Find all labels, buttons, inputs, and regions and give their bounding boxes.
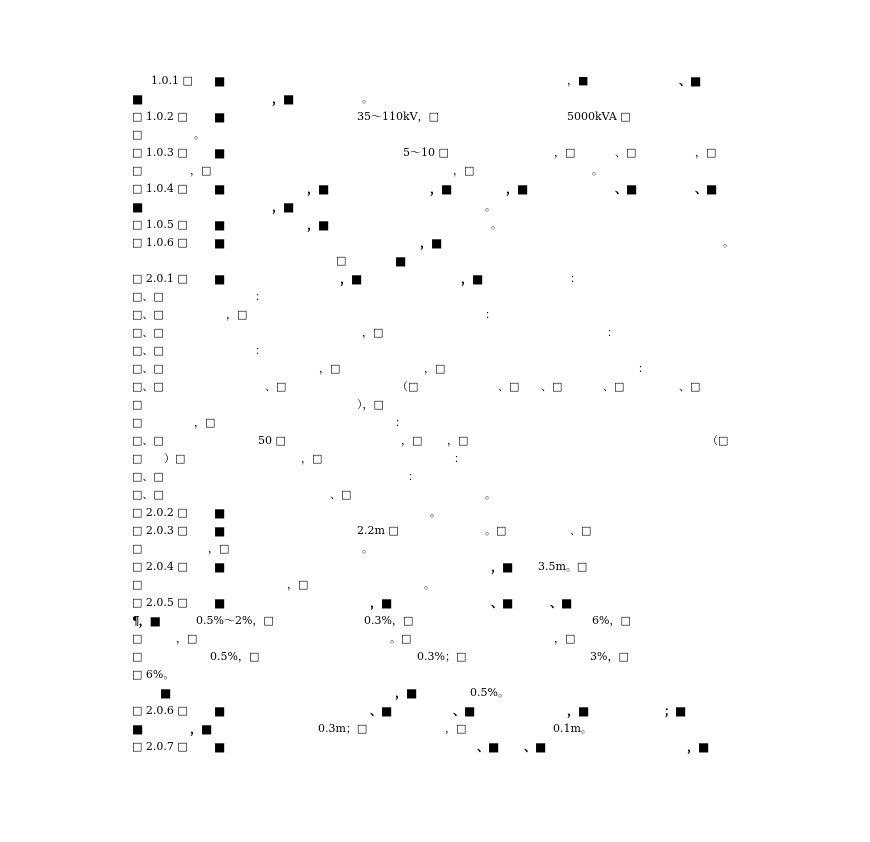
text-line — [0, 738, 870, 756]
heading-fragment: ，■ — [272, 92, 294, 106]
heading-fragment: ■ — [214, 218, 225, 232]
heading-fragment: ■ — [214, 236, 225, 250]
heading-fragment: ■ — [214, 506, 225, 520]
heading-fragment: ■ — [214, 740, 225, 754]
text-fragment: 5～10 □ — [403, 146, 449, 159]
heading-fragment: 、■ — [615, 182, 637, 196]
text-fragment: 。 — [485, 488, 496, 501]
heading-fragment: ，■ — [567, 704, 589, 718]
text-fragment: □ 2.0.3 □ — [132, 524, 188, 537]
heading-fragment: ■ — [214, 524, 225, 538]
text-fragment: □、□ — [132, 344, 164, 357]
text-fragment: ： — [255, 344, 266, 357]
text-fragment: ，□ — [319, 362, 341, 375]
text-fragment: 2.2m □ — [357, 524, 399, 537]
text-fragment: ： — [408, 470, 419, 483]
text-fragment: ： — [454, 452, 465, 465]
heading-fragment: ，■ — [420, 236, 442, 250]
text-fragment: 0.3%；□ — [417, 650, 467, 663]
text-fragment: □ — [132, 164, 143, 177]
text-fragment: □ — [132, 452, 143, 465]
text-fragment: 50 □ — [258, 434, 286, 447]
text-fragment: 0.5%。 — [470, 686, 509, 699]
text-fragment: 。□ — [390, 632, 412, 645]
text-fragment: ，□ — [194, 416, 216, 429]
heading-fragment: 、■ — [491, 596, 513, 610]
text-fragment: □、□ — [132, 362, 164, 375]
text-fragment: ，□ — [208, 542, 230, 555]
text-line — [0, 684, 870, 702]
heading-fragment: ，■ — [370, 596, 392, 610]
text-line — [0, 270, 870, 288]
text-fragment: 0.3m；□ — [318, 722, 368, 735]
text-line — [0, 162, 870, 180]
heading-fragment: ，■ — [340, 272, 362, 286]
text-line — [0, 594, 870, 612]
text-fragment: ，□ — [445, 722, 467, 735]
text-fragment: 、□ — [330, 488, 352, 501]
text-fragment: ，□ — [424, 362, 446, 375]
text-fragment: ），□ — [357, 398, 384, 411]
text-fragment: 。 — [362, 92, 373, 105]
heading-fragment: ，■ — [307, 182, 329, 196]
text-line — [0, 576, 870, 594]
text-fragment: 。 — [491, 218, 502, 231]
text-fragment: ，□ — [287, 578, 309, 591]
text-fragment: □ 2.0.2 □ — [132, 506, 188, 519]
text-fragment: □ 1.0.3 □ — [132, 146, 188, 159]
text-fragment: □、□ — [132, 308, 164, 321]
text-fragment: □ 2.0.4 □ — [132, 560, 188, 573]
text-fragment: 。 — [362, 542, 373, 555]
text-fragment: □ 1.0.4 □ — [132, 182, 188, 195]
text-line — [0, 324, 870, 342]
text-line — [0, 252, 870, 270]
text-fragment: 、□ — [603, 380, 625, 393]
text-fragment: ： — [395, 416, 406, 429]
text-fragment: 。 — [194, 128, 205, 141]
heading-fragment: 、■ — [524, 740, 546, 754]
text-line — [0, 306, 870, 324]
text-fragment: □ 2.0.5 □ — [132, 596, 188, 609]
text-fragment: □ 2.0.7 □ — [132, 740, 188, 753]
text-line — [0, 630, 870, 648]
text-line — [0, 558, 870, 576]
heading-fragment: ，■ — [272, 200, 294, 214]
heading-fragment: ■ — [132, 722, 143, 736]
text-fragment: □、□ — [132, 488, 164, 501]
text-line — [0, 414, 870, 432]
text-fragment: 、□ — [615, 146, 637, 159]
text-line — [0, 216, 870, 234]
text-fragment: 1.0.1 □ — [151, 74, 193, 87]
text-line — [0, 342, 870, 360]
heading-fragment: ■ — [395, 254, 406, 268]
text-fragment: □、□ — [132, 290, 164, 303]
text-line — [0, 648, 870, 666]
heading-fragment: ；■ — [664, 704, 686, 718]
text-fragment: 。□ — [485, 524, 507, 537]
text-fragment: □ — [132, 632, 143, 645]
text-fragment: □ — [132, 650, 143, 663]
text-line — [0, 540, 870, 558]
text-fragment: ）□ — [164, 452, 186, 465]
heading-fragment: ■ — [214, 74, 225, 88]
heading-fragment: ■ — [132, 92, 143, 106]
text-fragment: 0.1m。 — [553, 722, 592, 735]
heading-fragment: ，■ — [687, 740, 709, 754]
text-fragment: 35～110kV，□ — [357, 110, 439, 123]
text-fragment: 、□ — [541, 380, 563, 393]
text-fragment: 。 — [485, 200, 496, 213]
text-fragment: （□ — [397, 380, 419, 393]
text-line — [0, 126, 870, 144]
text-fragment: 、□ — [265, 380, 287, 393]
heading-fragment: ，■ — [395, 686, 417, 700]
text-line — [0, 450, 870, 468]
text-fragment: □ 2.0.6 □ — [132, 704, 188, 717]
text-fragment: □ 6%。 — [132, 668, 175, 681]
text-line — [0, 108, 870, 126]
heading-fragment: ■ — [214, 560, 225, 574]
heading-fragment: ■ — [214, 596, 225, 610]
text-fragment: ： — [255, 290, 266, 303]
heading-fragment: 、■ — [679, 74, 701, 88]
heading-fragment: 、■ — [453, 704, 475, 718]
heading-fragment: ■ — [214, 272, 225, 286]
heading-fragment: ■ — [214, 182, 225, 196]
text-fragment: ： — [607, 326, 618, 339]
text-line — [0, 612, 870, 630]
text-fragment: ，□ — [190, 164, 212, 177]
text-line — [0, 90, 870, 108]
heading-fragment: 、■ — [550, 596, 572, 610]
text-fragment: 。 — [430, 506, 441, 519]
text-fragment: □、□ — [132, 470, 164, 483]
heading-fragment: ，■ — [491, 560, 513, 574]
text-fragment: ，□ — [453, 164, 475, 177]
text-fragment: ，□ — [226, 308, 248, 321]
text-fragment: 。 — [592, 164, 603, 177]
text-fragment: □ 1.0.2 □ — [132, 110, 188, 123]
heading-fragment: ，■ — [307, 218, 329, 232]
text-fragment: ，□ — [554, 146, 576, 159]
text-fragment: ： — [638, 362, 649, 375]
text-line — [0, 378, 870, 396]
text-fragment: ，■ — [567, 74, 589, 87]
text-line — [0, 504, 870, 522]
text-fragment: 3%，□ — [590, 650, 629, 663]
heading-fragment: ¶，■ — [132, 614, 160, 628]
heading-fragment: ■ — [214, 704, 225, 718]
text-line — [0, 486, 870, 504]
text-line — [0, 666, 870, 684]
text-fragment: 。 — [723, 236, 734, 249]
text-line — [0, 468, 870, 486]
text-line — [0, 144, 870, 162]
text-fragment: □ — [132, 542, 143, 555]
text-line — [0, 288, 870, 306]
text-fragment: ： — [485, 308, 496, 321]
text-line — [0, 702, 870, 720]
text-fragment: ，□ — [554, 632, 576, 645]
text-fragment: □ — [132, 128, 143, 141]
text-fragment: □ — [336, 254, 347, 267]
heading-fragment: 、■ — [695, 182, 717, 196]
heading-fragment: ■ — [160, 686, 171, 700]
text-fragment: 3.5m。□ — [538, 560, 588, 573]
text-fragment: □、□ — [132, 434, 164, 447]
text-fragment: 、□ — [498, 380, 520, 393]
heading-fragment: ，■ — [190, 722, 212, 736]
heading-fragment: 、■ — [477, 740, 499, 754]
text-fragment: ，□ — [447, 434, 469, 447]
text-fragment: 。 — [424, 578, 435, 591]
text-fragment: ，□ — [301, 452, 323, 465]
text-line — [0, 234, 870, 252]
text-fragment: 、□ — [679, 380, 701, 393]
text-line — [0, 360, 870, 378]
text-line — [0, 522, 870, 540]
text-line — [0, 72, 870, 90]
text-fragment: ： — [570, 272, 581, 285]
text-fragment: □ 1.0.6 □ — [132, 236, 188, 249]
text-line — [0, 720, 870, 738]
heading-fragment: 、■ — [370, 704, 392, 718]
text-fragment: ，□ — [401, 434, 423, 447]
text-fragment: 6%，□ — [592, 614, 631, 627]
text-fragment: 0.5%～2%，□ — [196, 614, 274, 627]
heading-fragment: ，■ — [506, 182, 528, 196]
text-fragment: □ — [132, 578, 143, 591]
text-line — [0, 396, 870, 414]
text-fragment: □、□ — [132, 380, 164, 393]
text-line — [0, 432, 870, 450]
text-line — [0, 180, 870, 198]
text-fragment: 、□ — [570, 524, 592, 537]
text-fragment: （□ — [707, 434, 729, 447]
text-fragment: □、□ — [132, 326, 164, 339]
text-fragment: □ 2.0.1 □ — [132, 272, 188, 285]
text-fragment: ，□ — [176, 632, 198, 645]
heading-fragment: ■ — [214, 146, 225, 160]
text-fragment: □ — [132, 398, 143, 411]
text-fragment: □ 1.0.5 □ — [132, 218, 188, 231]
text-fragment: ，□ — [695, 146, 717, 159]
text-fragment: 0.5%，□ — [210, 650, 260, 663]
heading-fragment: ■ — [214, 110, 225, 124]
heading-fragment: ，■ — [430, 182, 452, 196]
text-fragment: 0.3%，□ — [364, 614, 414, 627]
text-fragment: ，□ — [362, 326, 384, 339]
heading-fragment: ，■ — [461, 272, 483, 286]
heading-fragment: ■ — [132, 200, 143, 214]
text-line — [0, 198, 870, 216]
text-fragment: □ — [132, 416, 143, 429]
text-fragment: 5000kVA □ — [567, 110, 631, 123]
